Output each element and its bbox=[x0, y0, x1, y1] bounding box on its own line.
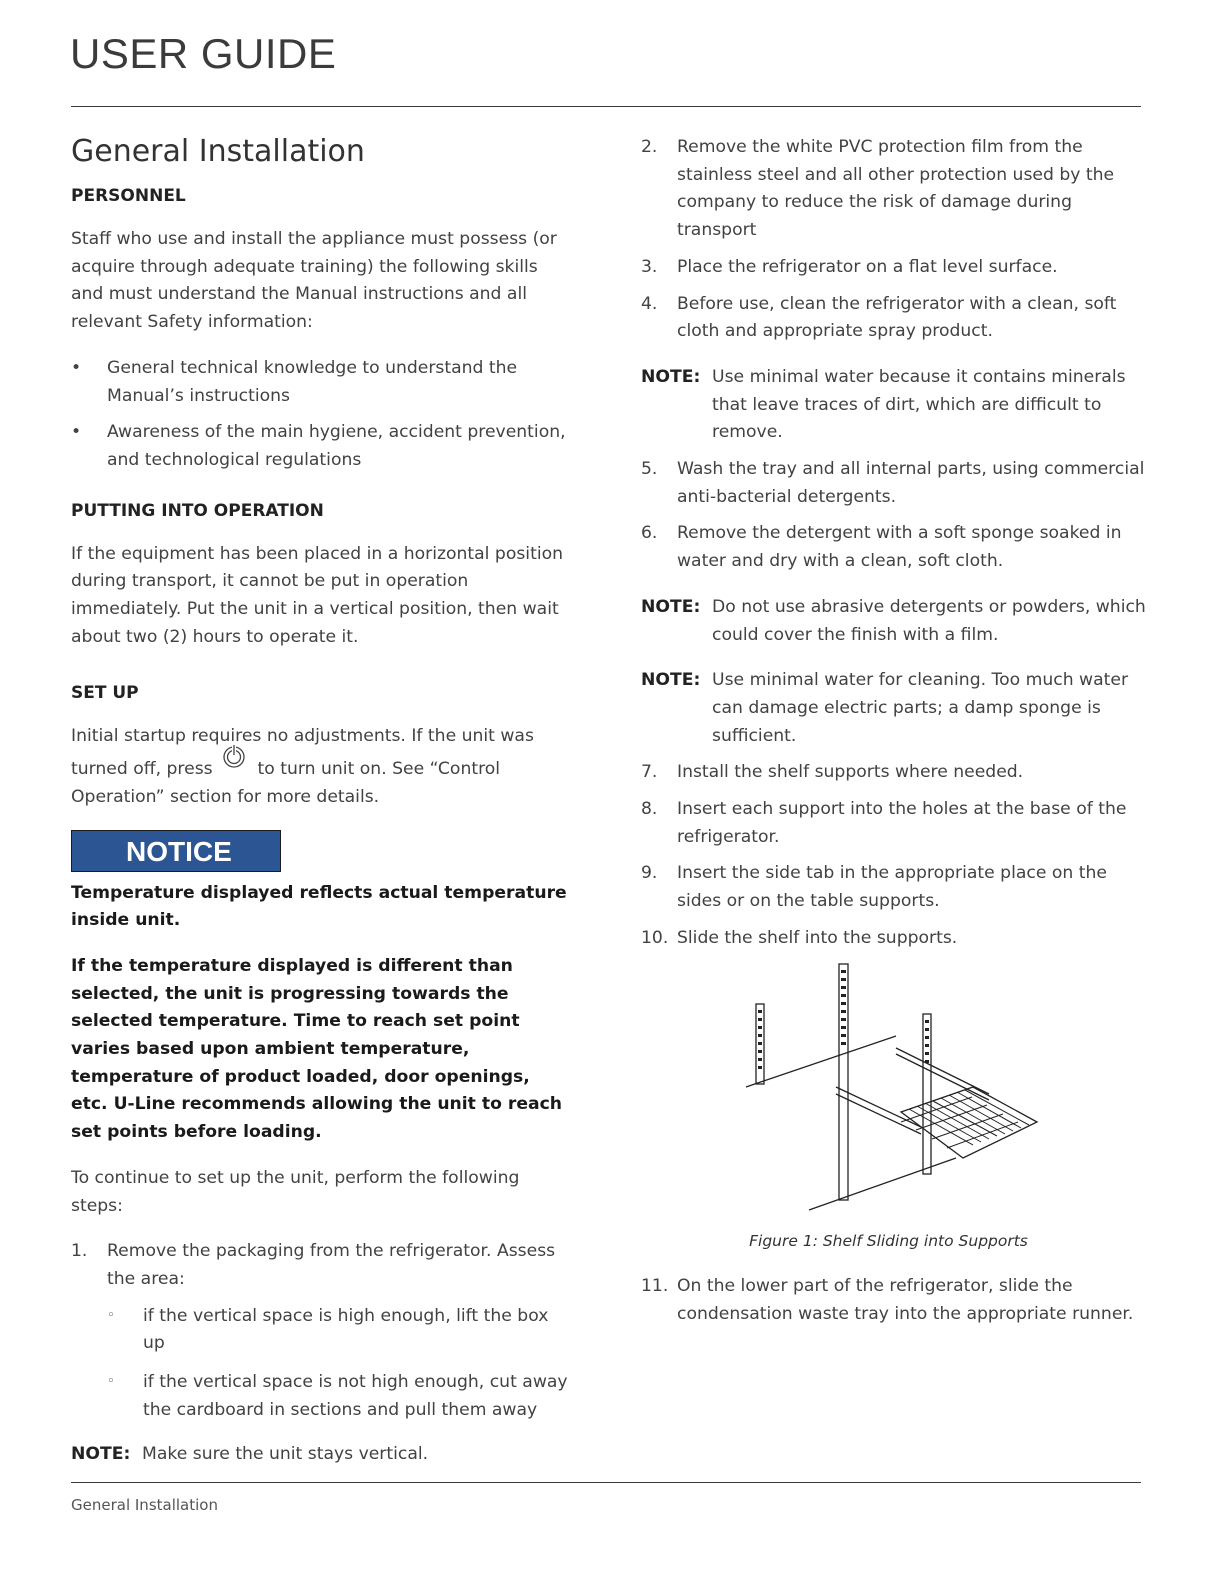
circle-bullet-icon: ◦ bbox=[107, 1374, 115, 1390]
figure-caption: Figure 1: Shelf Sliding into Supports bbox=[749, 1231, 1028, 1250]
page-header-title: USER GUIDE bbox=[70, 30, 337, 77]
personnel-skills-list bbox=[71, 355, 571, 475]
section-title: General Installation bbox=[71, 134, 365, 169]
list-item: 10. Slide the shelf into the supports. bbox=[641, 927, 958, 948]
list-item: 5. Wash the tray and all internal parts, using commercial anti-bacterial detergents. bbox=[641, 459, 1145, 507]
steps-list-c bbox=[641, 759, 1146, 952]
bullet-icon: • bbox=[71, 422, 82, 443]
list-item: 6. Remove the detergent with a soft sponge soaked in water and dry with a clean, soft cloth. bbox=[641, 523, 1122, 572]
notice-banner: NOTICE bbox=[71, 830, 281, 872]
left-column bbox=[71, 130, 571, 1477]
note-vertical: NOTE: Make sure the unit stays vertical. bbox=[71, 1443, 429, 1464]
list-item: • Awareness of the main hygiene, accident prevention, and technological regulations bbox=[71, 419, 571, 474]
list-item: 2. Remove the white PVC protection film from the stainless steel and all other protection used by the company to reduce the risk of damage during transport bbox=[641, 137, 1115, 241]
right-column bbox=[641, 134, 1146, 1338]
footer-divider bbox=[71, 1482, 1141, 1483]
list-item: 4. Before use, clean the refrigerator with a clean, soft cloth and appropriate spray product. bbox=[641, 293, 1117, 342]
operation-heading: PUTTING INTO OPERATION bbox=[71, 500, 324, 521]
continue-text: To continue to set up the unit, perform the following steps: bbox=[71, 1167, 520, 1216]
setup-text: Initial startup requires no adjustments. If the unit was turned off, press to turn unit on. See “Control Operation” section for more details. bbox=[71, 726, 534, 807]
note-minerals: NOTE: Use minimal water because it contains minerals that leave traces of dirt, which are difficult to remove. bbox=[641, 366, 1126, 443]
notice-text-2: If the temperature displayed is different than selected, the unit is progressing towards the selected temperature. Time to reach set point varies based upon ambient temperature, temperature of product loaded, door openings, etc. U-Line recommends allowing the unit to reach set points before loading. bbox=[71, 955, 563, 1143]
list-item: 7. Install the shelf supports where needed. bbox=[641, 762, 1024, 783]
bullet-icon: • bbox=[71, 357, 82, 378]
list-item: 1. Remove the packaging from the refrigerator. Assess the area: ◦ if the vertical space is high enough, lift the box up ◦ if the vertical space is not high enough, cut away the cardboard in sections and pull them away bbox=[71, 1238, 571, 1424]
steps-list-d bbox=[641, 1273, 1146, 1328]
list-item: 9. Insert the side tab in the appropriate place on the sides or on the table supports. bbox=[641, 863, 1107, 912]
note-abrasive: NOTE: Do not use abrasive detergents or powders, which could cover the finish with a film. bbox=[641, 596, 1146, 645]
header-divider bbox=[71, 106, 1141, 107]
operation-text: If the equipment has been placed in a horizontal position during transport, it cannot be put in operation immediately. Put the unit in a vertical position, then wait about two (2) hours to operate it. bbox=[71, 543, 564, 647]
shelf-sliding-illustration bbox=[741, 962, 1051, 1224]
list-item: 11. On the lower part of the refrigerator, slide the condensation waste tray into the appropriate runner. bbox=[641, 1276, 1134, 1324]
page-footer: General Installation bbox=[71, 1496, 218, 1514]
steps-list-b bbox=[641, 456, 1146, 576]
list-item: 3. Place the refrigerator on a flat level surface. bbox=[641, 256, 1058, 277]
steps-list-a bbox=[641, 134, 1146, 346]
shelf-support-figure bbox=[641, 962, 1146, 1224]
step1-sublist bbox=[107, 1303, 571, 1425]
list-item: • General technical knowledge to understand the Manual’s instructions bbox=[71, 355, 571, 410]
personnel-intro: Staff who use and install the appliance must possess (or acquire through adequate training) the following skills and must understand the Manual instructions and all relevant Safety information: bbox=[71, 229, 557, 333]
list-item: 8. Insert each support into the holes at the base of the refrigerator. bbox=[641, 799, 1127, 847]
list-item: ◦ if the vertical space is not high enough, cut away the cardboard in sections and pull them away bbox=[107, 1369, 571, 1424]
personnel-heading: PERSONNEL bbox=[71, 186, 186, 206]
power-button-icon bbox=[222, 743, 246, 769]
list-item: ◦ if the vertical space is high enough, lift the box up bbox=[107, 1303, 571, 1358]
notice-text-1: Temperature displayed reflects actual temperature inside unit. bbox=[71, 882, 567, 931]
note-cleaning-water: NOTE: Use minimal water for cleaning. Too much water can damage electric parts; a damp sponge is sufficient. bbox=[641, 670, 1129, 746]
setup-heading: SET UP bbox=[71, 683, 139, 704]
circle-bullet-icon: ◦ bbox=[107, 1307, 115, 1323]
setup-steps-list bbox=[71, 1238, 571, 1424]
